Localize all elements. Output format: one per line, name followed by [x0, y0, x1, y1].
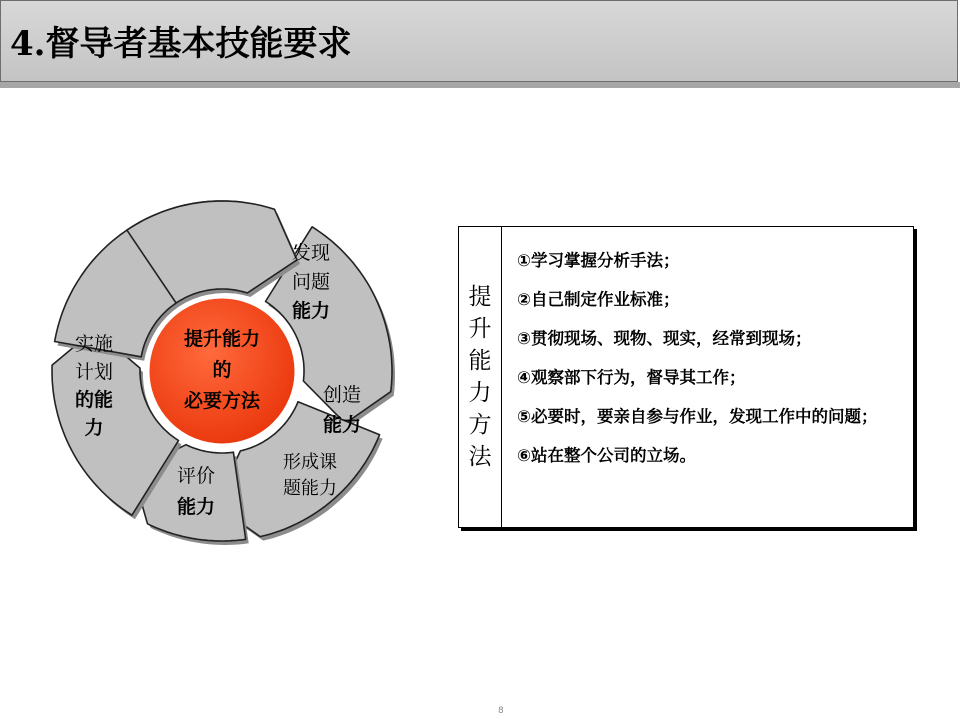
methods-heading-char: 能 [468, 348, 492, 374]
method-item: ④观察部下行为，督导其工作； [517, 368, 746, 387]
methods-heading-char: 提 [468, 284, 492, 310]
segment-left-label-1: 实施 [74, 333, 114, 355]
segment-bottom-label-1: 评价 [176, 465, 216, 487]
method-item: ③贯彻现场、现物、现实，经常到现场； [517, 329, 812, 348]
methods-heading-char: 力 [468, 380, 492, 406]
segment-left-label-2: 计划 [74, 361, 114, 383]
segment-lower-right-label-2: 题能力 [283, 478, 337, 499]
center-line-3: 必要方法 [183, 390, 261, 412]
segment-top-right-label-3: 能力 [291, 300, 331, 322]
segment-right-label-2: 能力 [322, 414, 362, 436]
methods-heading-char: 升 [468, 316, 492, 342]
methods-heading [459, 227, 502, 527]
method-item: ⑤必要时，要亲自参与作业，发现工作中的问题； [517, 407, 878, 426]
page-number: 8 [498, 706, 504, 716]
methods-heading-char: 法 [468, 444, 492, 470]
segment-right-label-1: 创造 [322, 384, 362, 406]
methods-panel [458, 226, 914, 528]
page-title: 4.督导者基本技能要求 [10, 24, 352, 64]
center-line-1: 提升能力 [183, 328, 261, 350]
center-line-2: 的 [212, 359, 232, 381]
segment-top-right-label-1: 发现 [291, 242, 331, 264]
methods-heading-char: 方 [468, 412, 492, 438]
segment-left-label-4: 力 [84, 417, 104, 439]
segment-bottom-label-2: 能力 [176, 496, 216, 518]
method-item: ②自己制定作业标准； [517, 290, 680, 309]
segment-top-right-label-2: 问题 [291, 271, 331, 293]
segment-lower-right-label-1: 形成课 [283, 452, 337, 473]
segment-left-label-3: 的能 [74, 389, 114, 411]
methods-list [517, 249, 907, 483]
method-item: ①学习掌握分析手法； [517, 251, 680, 270]
method-item: ⑥站在整个公司的立场。 [517, 446, 696, 465]
